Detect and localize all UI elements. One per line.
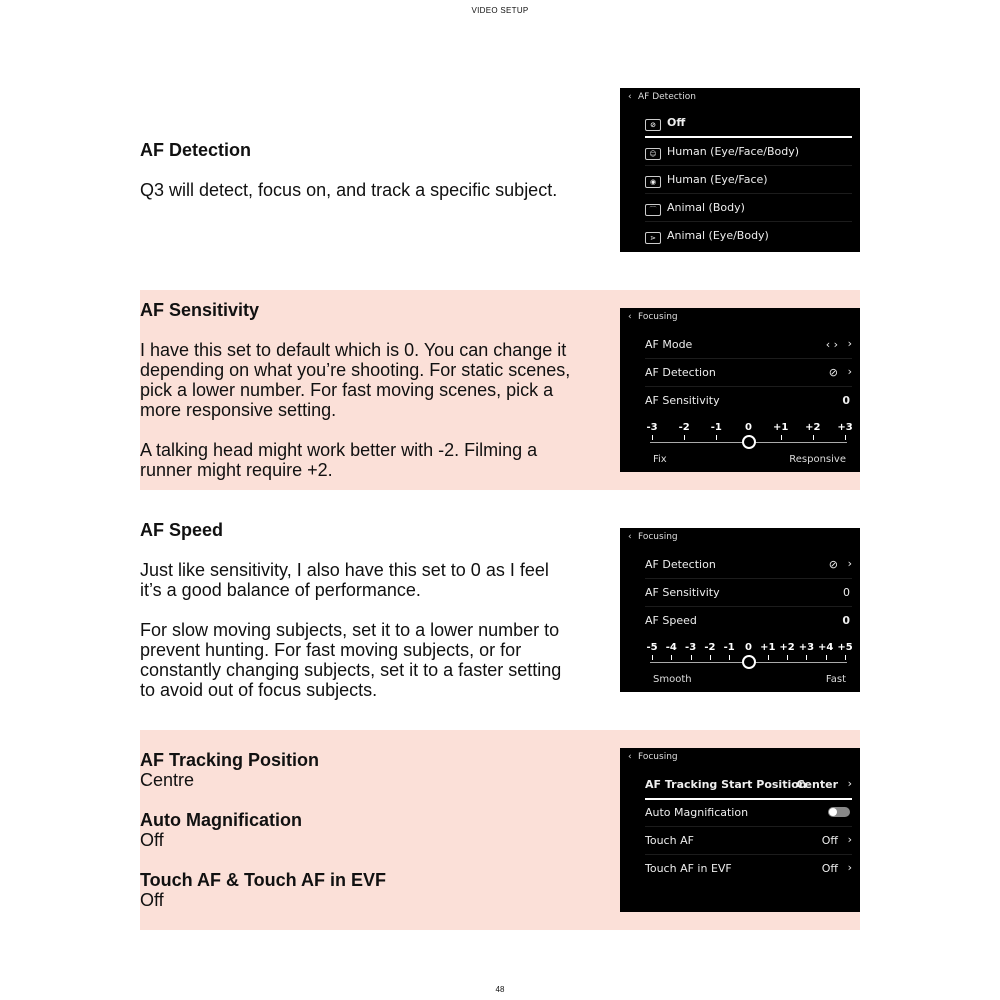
slider-end-right: Fast xyxy=(825,674,846,685)
scale-tick xyxy=(652,655,653,660)
screen-title: Focusing xyxy=(638,312,678,322)
slider-end-right: Responsive xyxy=(789,454,846,465)
screen-title: Focusing xyxy=(638,532,678,542)
menu-row-af-tracking-start[interactable] xyxy=(645,770,852,800)
screen-title: AF Detection xyxy=(638,92,696,102)
option-animal-eye-body[interactable] xyxy=(645,221,852,249)
scale-tick-label: -2 xyxy=(678,422,690,433)
scale-tick-label: +3 xyxy=(837,422,853,433)
scale-tick xyxy=(845,655,846,660)
text-line: depending on what you’re shooting. For static scenes, xyxy=(140,360,571,380)
screen-af-speed xyxy=(620,528,860,692)
back-chevron-icon[interactable]: ‹ xyxy=(628,312,632,322)
scale-tick xyxy=(691,655,692,660)
scale-tick-label: -2 xyxy=(704,642,716,653)
row-label: Touch AF xyxy=(645,834,694,847)
scale-tick xyxy=(716,435,717,440)
text-line: it’s a good balance of performance. xyxy=(140,580,421,600)
screen-title: Focusing xyxy=(638,752,678,762)
scale-tick xyxy=(787,655,788,660)
menu-row-auto-magnification[interactable] xyxy=(645,798,852,827)
row-value: ‹ › xyxy=(825,338,838,351)
animal-eye-icon: ⋗ xyxy=(645,232,661,244)
scale-tick-label: -5 xyxy=(646,642,658,653)
option-human-eye-face[interactable] xyxy=(645,165,852,194)
menu-row-af-detection[interactable] xyxy=(645,550,852,579)
heading-touch-af: Touch AF & Touch AF in EVF xyxy=(140,870,386,890)
row-label: AF Detection xyxy=(645,366,716,379)
scale-tick-label: +2 xyxy=(805,422,821,433)
scale-tick xyxy=(768,655,769,660)
text-af-detection: Q3 will detect, focus on, and track a specific subject. xyxy=(140,180,558,200)
scale-tick xyxy=(813,435,814,440)
row-label: AF Tracking Start Position xyxy=(645,778,807,791)
option-label: Animal (Eye/Body) xyxy=(667,229,769,242)
scale-tick-label: -3 xyxy=(646,422,658,433)
scale-tick xyxy=(729,655,730,660)
text-line: I have this set to default which is 0. You can change it xyxy=(140,340,567,360)
text-line: pick a lower number. For fast moving scenes, pick a xyxy=(140,380,554,400)
section-af-speed xyxy=(140,510,860,710)
chevron-right-icon: › xyxy=(847,777,852,790)
option-off[interactable] xyxy=(645,108,852,138)
scale-tick-label: -3 xyxy=(685,642,697,653)
scale-tick-label: +3 xyxy=(798,642,815,653)
text-line: more responsive setting. xyxy=(140,400,337,420)
slider-knob[interactable] xyxy=(742,655,756,669)
sensitivity-slider[interactable] xyxy=(645,422,852,452)
scale-tick-label: 0 xyxy=(745,422,752,433)
value-auto-magnification: Off xyxy=(140,830,164,850)
row-value: 0 xyxy=(842,394,850,407)
option-label: Human (Eye/Face/Body) xyxy=(667,145,800,158)
value-af-tracking-position: Centre xyxy=(140,770,195,790)
scale-tick-label: +5 xyxy=(837,642,853,653)
scale-tick xyxy=(710,655,711,660)
slider-end-left: Fix xyxy=(653,454,667,465)
screen-af-detection xyxy=(620,88,860,252)
text-line: constantly changing subjects, set it to a faster setting xyxy=(140,660,562,680)
section-af-tracking xyxy=(140,730,860,930)
scale-tick-label: -1 xyxy=(723,642,735,653)
row-label: Touch AF in EVF xyxy=(645,862,732,875)
slider-knob[interactable] xyxy=(742,435,756,449)
menu-row-af-speed[interactable] xyxy=(645,606,852,634)
scale-tick xyxy=(806,655,807,660)
row-label: AF Detection xyxy=(645,558,716,571)
page-number: 48 xyxy=(495,985,505,994)
scale-tick xyxy=(826,655,827,660)
scale-tick-label: -4 xyxy=(665,642,677,653)
text-line: runner might require +2. xyxy=(140,460,333,480)
chevron-right-icon: › xyxy=(847,365,852,378)
human-face-icon: ◉ xyxy=(645,176,661,188)
scale-tick xyxy=(671,655,672,660)
screen-af-tracking xyxy=(620,748,860,912)
row-value: Off xyxy=(821,834,838,847)
speed-slider[interactable] xyxy=(645,642,852,672)
option-label: Human (Eye/Face) xyxy=(667,173,768,186)
menu-row-af-detection[interactable] xyxy=(645,358,852,387)
screen-af-sensitivity xyxy=(620,308,860,472)
menu-row-af-sensitivity[interactable] xyxy=(645,386,852,414)
option-label: Animal (Body) xyxy=(667,201,745,214)
chevron-right-icon: › xyxy=(847,861,852,874)
text-line: to avoid out of focus subjects. xyxy=(140,680,378,700)
heading-af-tracking-position: AF Tracking Position xyxy=(140,750,320,770)
chevron-right-icon: › xyxy=(847,557,852,570)
scale-tick-label: -1 xyxy=(710,422,722,433)
auto-magnification-toggle[interactable] xyxy=(828,807,850,817)
scale-tick xyxy=(781,435,782,440)
chevron-right-icon: › xyxy=(847,337,852,350)
row-label: AF Mode xyxy=(645,338,693,351)
option-label: Off xyxy=(667,116,686,129)
row-value: 0 xyxy=(842,614,850,627)
heading-af-sensitivity: AF Sensitivity xyxy=(140,300,260,320)
scale-tick-label: +1 xyxy=(760,642,776,653)
row-label: AF Speed xyxy=(645,614,697,627)
scale-tick-label: +4 xyxy=(818,642,834,653)
heading-af-speed: AF Speed xyxy=(140,520,224,540)
scale-tick-label: +2 xyxy=(779,642,795,653)
row-label: AF Sensitivity xyxy=(645,394,720,407)
scale-tick-label: 0 xyxy=(745,642,752,653)
menu-row-af-mode[interactable] xyxy=(645,330,852,359)
animal-body-icon: ⌒ xyxy=(645,204,661,216)
row-label: Auto Magnification xyxy=(645,806,749,819)
scale-tick xyxy=(845,435,846,440)
scale-tick xyxy=(652,435,653,440)
human-body-icon: ☺ xyxy=(645,148,661,160)
page-header: VIDEO SETUP xyxy=(471,6,529,15)
back-chevron-icon[interactable]: ‹ xyxy=(628,752,632,762)
text-line: A talking head might work better with -2. Filming a xyxy=(140,440,538,460)
chevron-right-icon: › xyxy=(847,833,852,846)
section-af-sensitivity xyxy=(140,290,860,490)
row-value: Center xyxy=(796,778,838,791)
text-line: prevent hunting. For fast moving subjects, or for xyxy=(140,640,522,660)
text-line: Just like sensitivity, I also have this set to 0 as I feel xyxy=(140,560,549,580)
option-animal-body[interactable] xyxy=(645,193,852,222)
menu-row-touch-af[interactable] xyxy=(645,826,852,855)
menu-row-af-sensitivity[interactable] xyxy=(645,578,852,607)
row-label: AF Sensitivity xyxy=(645,586,720,599)
value-touch-af: Off xyxy=(140,890,164,910)
menu-row-touch-af-evf[interactable] xyxy=(645,854,852,882)
option-human-eye-face-body[interactable] xyxy=(645,137,852,166)
heading-af-detection: AF Detection xyxy=(140,140,252,160)
back-chevron-icon[interactable]: ‹ xyxy=(628,92,632,102)
no-detect-icon: ⊘ xyxy=(645,119,661,131)
back-chevron-icon[interactable]: ‹ xyxy=(628,532,632,542)
scale-tick-label: +1 xyxy=(772,422,789,433)
row-value: 0 xyxy=(843,586,850,599)
row-value: ⊘ xyxy=(828,366,838,379)
section-af-detection xyxy=(140,88,860,252)
slider-end-left: Smooth xyxy=(653,674,692,685)
scale-tick xyxy=(684,435,685,440)
text-line: For slow moving subjects, set it to a lower number to xyxy=(140,620,560,640)
row-value: ⊘ xyxy=(828,558,838,571)
row-value: Off xyxy=(821,862,838,875)
heading-auto-magnification: Auto Magnification xyxy=(140,810,302,830)
